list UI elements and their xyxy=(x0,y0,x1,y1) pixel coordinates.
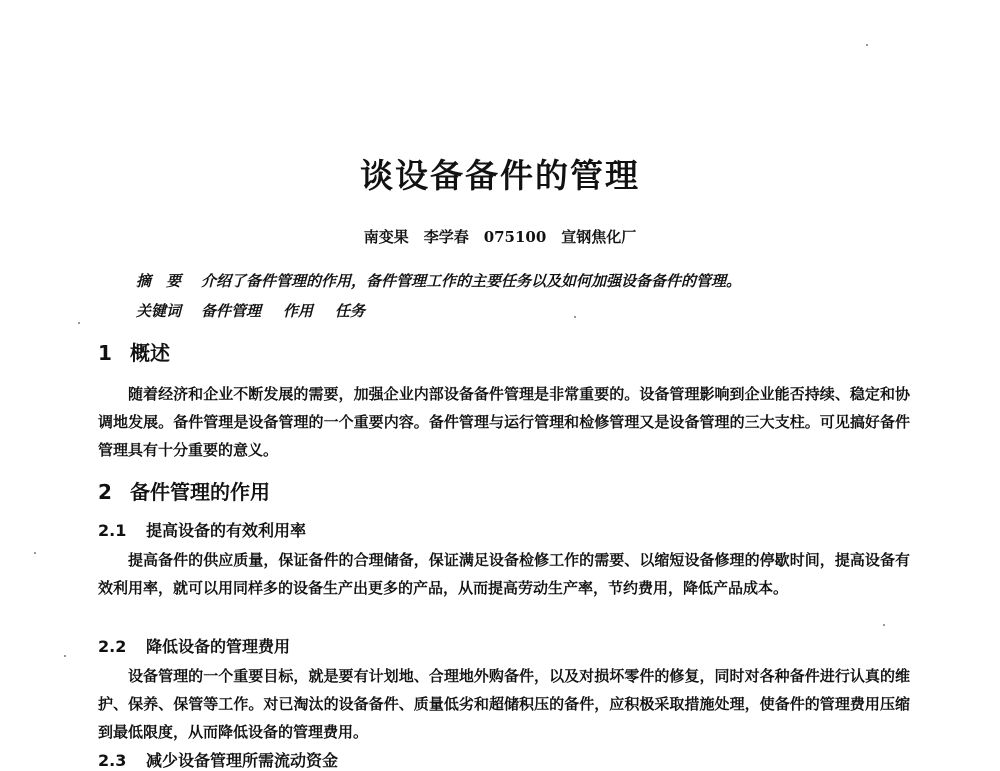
keywords xyxy=(136,300,387,321)
author-line: 南变果 李学春 075100 宣钢焦化厂 xyxy=(363,228,637,246)
scan-speck xyxy=(866,44,868,46)
keyword-item: 备件管理 xyxy=(201,302,262,320)
section-number: 2 xyxy=(98,480,112,504)
scan-speck xyxy=(883,624,885,626)
scan-speck xyxy=(64,655,66,657)
paper-title: 谈设备备件的管理 xyxy=(360,156,640,195)
abstract-label: 摘 要 xyxy=(136,272,182,290)
subsection-title: 降低设备的管理费用 xyxy=(146,637,291,656)
keywords-label: 关键词 xyxy=(136,302,182,320)
subsection-2-1-paragraph: 提高备件的供应质量，保证备件的合理储备，保证满足设备检修工作的需要、以缩短设备修理的停歇时间，提高设备有效利用率，就可以用同样多的设备生产出更多的产品，从而提高劳动生产率，节约费用，降低产品成本。 xyxy=(98,551,910,597)
section-title: 概述 xyxy=(130,341,170,365)
section-1-paragraph: 随着经济和企业不断发展的需要，加强企业内部设备备件管理是非常重要的。设备管理影响到企业能否持续、稳定和协调地发展。备件管理是设备管理的一个重要内容。备件管理与运行管理和检修管理又是设备管理的三大支柱。可见搞好备件管理具有十分重要的意义。 xyxy=(98,385,910,459)
section-number: 1 xyxy=(98,341,112,365)
keyword-item: 作用 xyxy=(283,302,314,320)
subsection-2-2-paragraph: 设备管理的一个重要目标，就是要有计划地、合理地外购备件，以及对损坏零件的修复，同时对各种备件进行认真的维护、保养、保管等工作。对已淘汰的设备备件、质量低劣和超储积压的备件，应积极采取措施处理，使备件的管理费用压缩到最低限度，从而降低设备的管理费用。 xyxy=(98,667,910,741)
subsection-title: 提高设备的有效利用率 xyxy=(146,521,307,540)
abstract-text: 介绍了备件管理的作用，备件管理工作的主要任务以及如何加强设备备件的管理。 xyxy=(201,272,742,290)
subsection-number: 2.2 xyxy=(98,637,127,656)
scan-speck xyxy=(34,552,36,554)
subsection-number: 2.1 xyxy=(98,521,127,540)
subsection-title: 减少设备管理所需流动资金 xyxy=(146,751,339,770)
section-heading-1 xyxy=(98,337,170,366)
scan-speck xyxy=(574,316,576,318)
scan-speck xyxy=(78,322,80,324)
section-heading-2 xyxy=(98,476,270,505)
subsection-heading-2-1 xyxy=(98,518,306,541)
abstract xyxy=(136,270,741,291)
keyword-item: 任务 xyxy=(335,302,366,320)
subsection-heading-2-2 xyxy=(98,634,290,657)
section-title: 备件管理的作用 xyxy=(130,480,270,504)
subsection-number: 2.3 xyxy=(98,751,127,770)
